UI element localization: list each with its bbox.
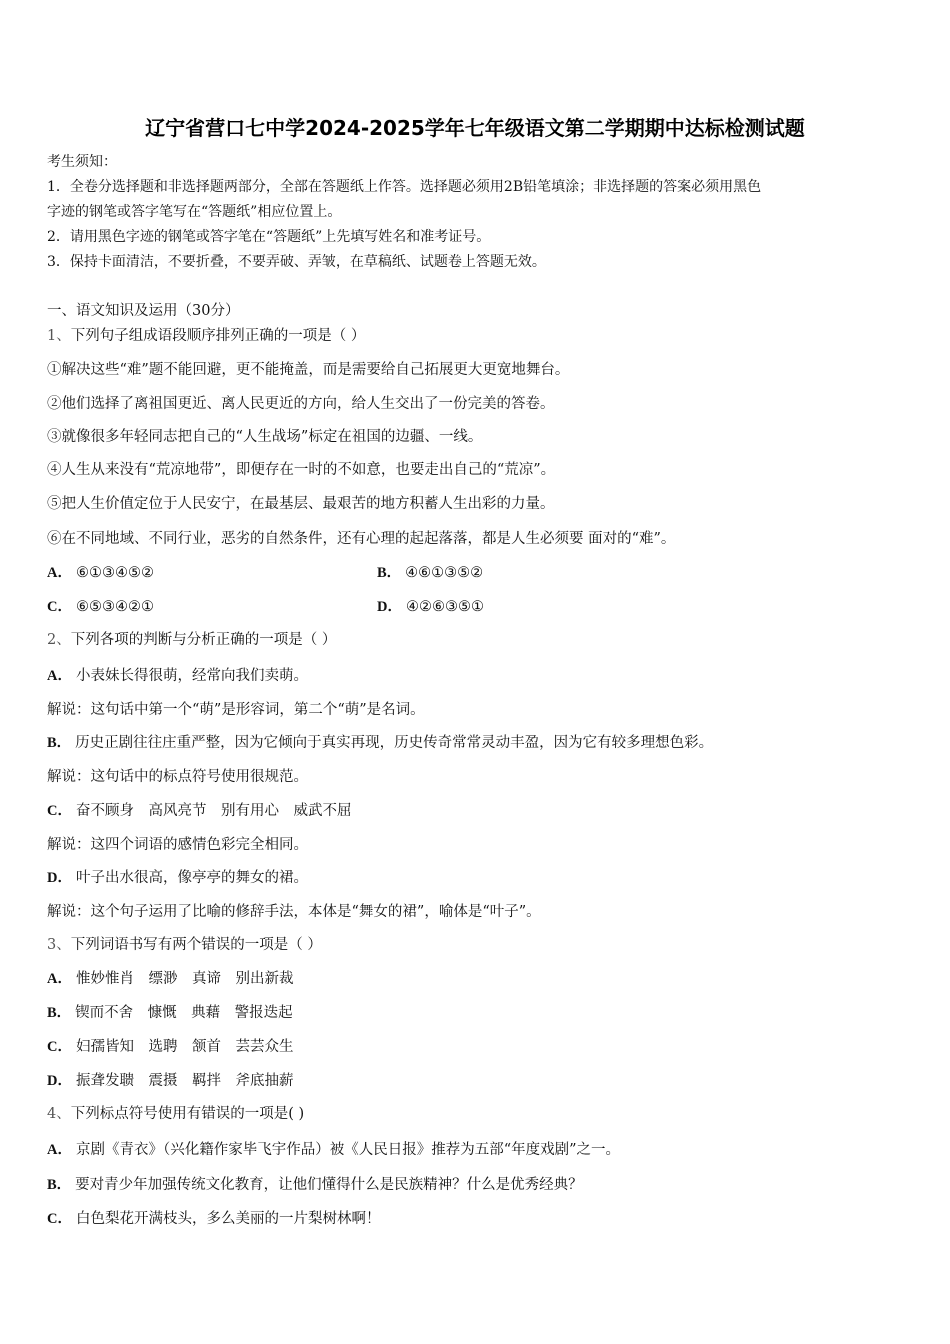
option-text: 妇孺皆知 选聘 颔首 芸芸众生 [75,1039,294,1055]
question-number: 4、 [47,1106,71,1122]
option-label: A． [47,971,72,987]
question-2-stem [47,630,336,650]
sentence-item: ⑤把人生价值定位于人民安宁，在最基层、最艰苦的地方积蓄人生出彩的力量。 [47,496,555,512]
notice-item: 字迹的钢笔或答字笔写在“答题纸”相应位置上。 [47,204,342,220]
option-label: C． [47,1039,72,1055]
option-label: B． [47,735,72,751]
option-label: C． [47,599,72,615]
option-explanation: 解说：这四个词语的感情色彩完全相同。 [47,837,308,853]
option-label: A． [47,565,72,581]
option-b [47,1175,583,1195]
question-number: 3、 [47,937,71,953]
option-text: 惟妙惟肖 缥渺 真谛 别出新裁 [75,971,294,987]
option-a [47,563,154,583]
sentence-item: ④人生从来没有“荒凉地带”，即便存在一时的不如意，也要走出自己的“荒凉”。 [47,462,556,478]
option-label: A． [47,668,72,684]
option-explanation: 解说：这个句子运用了比喻的修辞手法，本体是“舞女的裙”，喻体是“叶子”。 [47,904,541,920]
sentence-item: ③就像很多年轻同志把自己的“人生战场”标定在祖国的边疆、一线。 [47,429,483,445]
option-explanation: 解说：这句话中第一个“萌”是形容词，第二个“萌”是名词。 [47,702,425,718]
option-explanation: 解说：这句话中的标点符号使用很规范。 [47,769,308,785]
question-number: 1、 [47,328,71,344]
option-c [47,801,351,821]
option-text: 振聋发聩 震摄 羁拌 斧底抽薪 [75,1073,294,1089]
notice-item: 1．全卷分选择题和非选择题两部分，全部在答题纸上作答。选择题必须用2B铅笔填涂；非选择题的答案必须用黑色 [47,179,762,195]
option-a [47,1140,620,1160]
option-c [47,1209,380,1229]
question-number: 2、 [47,632,71,648]
sentence-item: ⑥在不同地域、不同行业，恶劣的自然条件，还有心理的起起落落，都是人生必须要 面对的“难”。 [47,531,676,547]
option-label: A． [47,1142,72,1158]
option-a [47,666,308,686]
option-text: 叶子出水很高，像亭亭的舞女的裙。 [75,870,308,886]
option-label: D． [47,1073,72,1089]
question-1-stem [47,326,365,346]
option-label: D． [377,599,402,615]
page-title: 辽宁省营口七中学2024-2025学年七年级语文第二学期期中达标检测试题 [145,116,805,140]
option-text: 白色梨花开满枝头，多么美丽的一片梨树林啊！ [75,1211,381,1227]
option-d [377,597,484,617]
notice-heading: 考生须知： [47,154,117,170]
section-heading: 一、语文知识及运用（30分） [47,303,240,319]
option-text: 奋不顾身 高风亮节 别有用心 威武不屈 [75,803,352,819]
option-b [47,733,713,753]
option-a [47,969,293,989]
option-label: C． [47,1211,72,1227]
question-3-stem [47,935,322,955]
question-text: 下列词语书写有两个错误的一项是（ ） [70,937,322,953]
option-c [47,1037,293,1057]
question-text: 下列各项的判断与分析正确的一项是（ ） [70,632,337,648]
notice-item: 2．请用黑色字迹的钢笔或答字笔在“答题纸”上先填写姓名和准考证号。 [47,229,491,245]
option-label: D． [47,870,72,886]
option-label: B． [377,565,402,581]
option-c [47,597,154,617]
sentence-item: ①解决这些“难”题不能回避，更不能掩盖，而是需要给自己拓展更大更宽地舞台。 [47,362,570,378]
option-text: 要对青少年加强传统文化教育，让他们懂得什么是民族精神？什么是优秀经典？ [75,1177,583,1193]
option-text: ⑥⑤③④②① [75,599,154,615]
option-text: 锲而不舍 慷慨 典藉 警报迭起 [75,1005,293,1021]
option-d [47,1071,293,1091]
question-4-stem [47,1104,304,1124]
option-text: 小表妹长得很萌，经常向我们卖萌。 [75,668,308,684]
option-d [47,868,308,888]
option-text: ⑥①③④⑤② [75,565,154,581]
option-text: ④⑥①③⑤② [405,565,484,581]
option-text: 历史正剧往往庄重严整，因为它倾向于真实再现，历史传奇常常灵动丰盈，因为它有较多理想色彩。 [75,735,714,751]
option-label: B． [47,1005,72,1021]
question-text: 下列标点符号使用有错误的一项是( ) [70,1106,305,1122]
option-b [377,563,483,583]
question-text: 下列句子组成语段顺序排列正确的一项是（ ） [70,328,366,344]
option-b [47,1003,293,1023]
sentence-item: ②他们选择了离祖国更近、离人民更近的方向，给人生交出了一份完美的答卷。 [47,396,555,412]
notice-item: 3．保持卡面清洁，不要折叠，不要弄破、弄皱，在草稿纸、试题卷上答题无效。 [47,254,546,270]
option-label: C． [47,803,72,819]
option-text: ④②⑥③⑤① [405,599,484,615]
option-text: 京剧《青衣》（兴化籍作家毕飞宇作品）被《人民日报》推荐为五部“年度戏剧”之一。 [75,1142,621,1158]
option-label: B． [47,1177,72,1193]
